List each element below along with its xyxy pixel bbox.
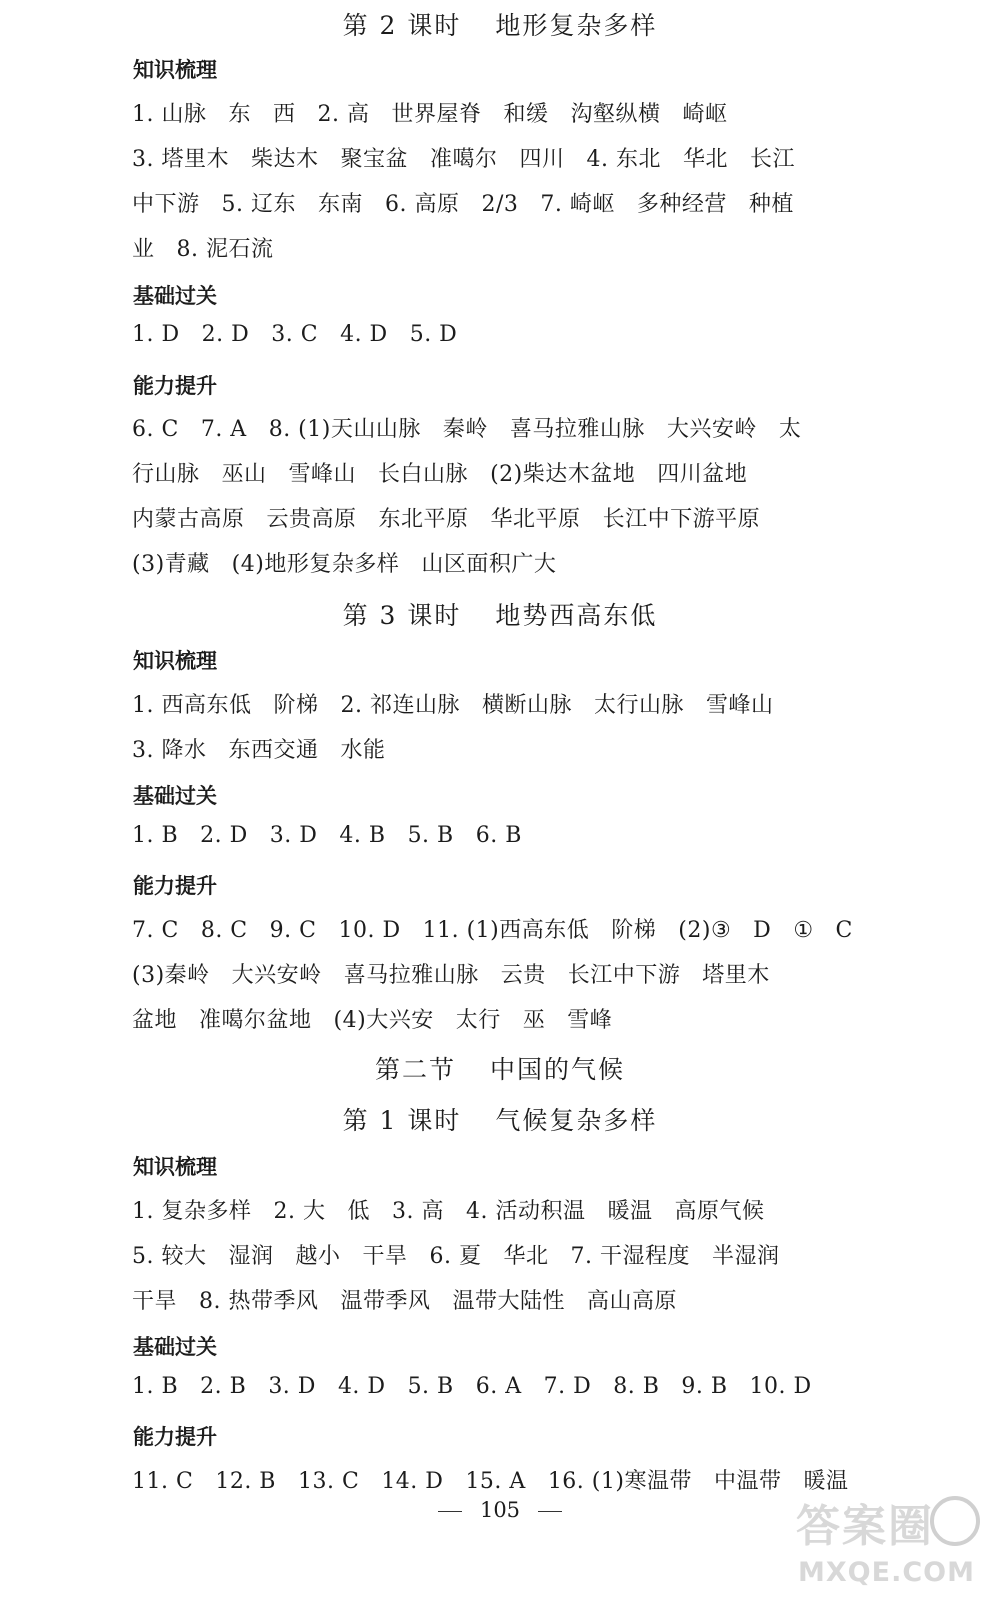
- answer-item: 8. B: [613, 1374, 660, 1399]
- answer-item: 华北: [683, 147, 729, 172]
- answer-item: 1. B: [132, 1374, 179, 1399]
- answer-item: 7. C: [132, 918, 179, 943]
- answer-item: 14. D: [381, 1469, 444, 1494]
- answer-item: 高原气候: [674, 1199, 765, 1224]
- lesson-title: [0, 6, 1000, 42]
- answer-item: 四川盆地: [657, 462, 748, 487]
- answer-item: 崎岖: [682, 102, 728, 127]
- answer-item: 世界屋脊: [391, 102, 482, 127]
- answer-item: 10. D: [749, 1374, 812, 1399]
- answer-item: 8. C: [200, 918, 248, 943]
- answer-line: [132, 412, 852, 443]
- answer-item: 长白山脉: [378, 462, 469, 487]
- watermark-badge-icon: [930, 1496, 980, 1546]
- answer-item: 2. 高: [317, 102, 370, 127]
- answer-item: (2)③: [678, 918, 732, 943]
- answer-item: 2. D: [201, 322, 250, 347]
- answer-item: 太: [778, 417, 802, 442]
- answer-item: 2. 祁连山脉: [340, 693, 460, 718]
- answer-item: 聚宝盆: [340, 147, 409, 172]
- answer-item: 9. C: [269, 918, 317, 943]
- answer-item: 横断山脉: [481, 693, 572, 718]
- answer-item: 3. D: [269, 823, 318, 848]
- answer-item: 3. D: [268, 1374, 316, 1399]
- answer-item: 雪峰山: [706, 693, 774, 718]
- answer-item: 中下游: [132, 192, 200, 217]
- answer-line: [132, 97, 852, 128]
- answer-item: 盆地: [132, 1008, 178, 1033]
- answer-item: 2. D: [200, 823, 248, 848]
- answer-item: 越小: [295, 1244, 341, 1269]
- lesson-number: 第 2 课时: [342, 11, 462, 40]
- answer-item: 巫山: [221, 462, 267, 487]
- answer-item: 东: [228, 102, 251, 127]
- answer-item: 16. (1)寒温带: [547, 1469, 692, 1494]
- answer-item: 6. B: [475, 823, 522, 848]
- answer-item: 5. B: [407, 823, 454, 848]
- answer-item: 塔里木: [702, 963, 770, 988]
- watermark-logo: [796, 1490, 986, 1590]
- answer-item: 准噶尔: [430, 147, 498, 172]
- answer-item: 7. D: [543, 1374, 592, 1399]
- answer-item: 长江中下游: [567, 963, 681, 988]
- answer-item: 5. 辽东: [221, 192, 296, 217]
- answer-item: 大兴安岭: [666, 417, 757, 442]
- answer-item: 4. D: [340, 322, 388, 347]
- heading-knowledge: 知识梳理: [133, 649, 217, 673]
- answer-item: 干旱: [362, 1244, 408, 1269]
- answer-item: 阶梯: [611, 918, 657, 943]
- answer-item: 暖温: [607, 1199, 653, 1224]
- answer-item: 准噶尔盆地: [199, 1008, 312, 1033]
- answer-item: 5. D: [409, 322, 458, 347]
- heading-knowledge: 知识梳理: [133, 1155, 217, 1179]
- section-title: [0, 1050, 1000, 1086]
- lesson-name: 地势西高东低: [495, 601, 658, 630]
- answer-item: 太行: [455, 1008, 501, 1033]
- answer-item: 柴达木: [250, 147, 319, 172]
- answer-line: [132, 322, 852, 347]
- answer-item: 山区面积广大: [421, 552, 557, 577]
- answer-item: 1. D: [132, 322, 180, 347]
- answer-item: 水能: [340, 738, 386, 763]
- answer-item: 6. 高原: [385, 192, 460, 217]
- answer-item: 11. (1)西高东低: [422, 918, 590, 943]
- answer-item: 种植: [748, 192, 794, 217]
- heading-knowledge: 知识梳理: [133, 58, 217, 82]
- answer-item: 3. 降水: [132, 738, 207, 763]
- answer-item: ①: [793, 918, 814, 943]
- answer-line: [132, 187, 852, 218]
- answer-item: 4. 活动积温: [465, 1199, 586, 1224]
- watermark-text: 答案圈: [796, 1501, 934, 1552]
- answer-item: 2. B: [200, 1374, 247, 1399]
- answer-item: 6. A: [475, 1374, 522, 1399]
- answer-line: [132, 958, 852, 989]
- answer-item: 9. B: [681, 1374, 728, 1399]
- answer-item: 8. 泥石流: [176, 237, 274, 262]
- answer-item: 温带季风: [340, 1289, 431, 1314]
- answer-item: (3)青藏: [132, 552, 210, 577]
- answer-item: 8. (1)天山山脉: [268, 417, 421, 442]
- answer-item: (4)地形复杂多样: [231, 552, 400, 577]
- answer-item: 业: [132, 237, 155, 262]
- answer-item: 10. D: [338, 918, 401, 943]
- heading-basic: 基础过关: [133, 284, 217, 308]
- answer-line: [132, 1374, 852, 1399]
- page-number-text: 105: [479, 1498, 521, 1522]
- answer-item: 7. A: [200, 417, 247, 442]
- answer-item: 8. 热带季风: [199, 1289, 319, 1314]
- answer-item: 长江中下游平原: [602, 507, 761, 532]
- answer-item: 西: [273, 102, 296, 127]
- answer-item: 6. C: [132, 417, 179, 442]
- answer-item: 6. 夏: [429, 1244, 482, 1269]
- answer-item: 和缓: [503, 102, 549, 127]
- answer-item: 2/3: [481, 192, 519, 217]
- lesson-name: 气候复杂多样: [495, 1106, 658, 1135]
- answer-item: 华北: [503, 1244, 549, 1269]
- answer-item: 东北平原: [378, 507, 469, 532]
- answer-item: 5. 较大: [132, 1244, 207, 1269]
- answer-item: 云贵: [500, 963, 546, 988]
- section-name: 中国的气候: [490, 1055, 626, 1084]
- answer-item: 湿润: [228, 1244, 274, 1269]
- answer-item: 低: [347, 1199, 370, 1224]
- heading-ability: 能力提升: [133, 374, 217, 398]
- answer-item: 3. 塔里木: [132, 147, 229, 172]
- answer-item: 12. B: [215, 1469, 276, 1494]
- answer-item: 东南: [318, 192, 364, 217]
- answer-line: [132, 1464, 852, 1495]
- answer-item: 1. 西高东低: [132, 693, 252, 718]
- answer-item: 7. 崎岖: [540, 192, 615, 217]
- answer-item: 巫: [522, 1008, 546, 1033]
- answer-item: 13. C: [297, 1469, 360, 1494]
- answer-item: 4. B: [339, 823, 386, 848]
- lesson-title: [0, 596, 1000, 632]
- answer-line: [132, 232, 852, 263]
- answer-item: 半湿润: [712, 1244, 780, 1269]
- answer-line: [132, 1284, 852, 1315]
- heading-basic: 基础过关: [133, 1335, 217, 1359]
- answer-line: [132, 823, 852, 848]
- answer-item: 11. C: [132, 1469, 194, 1494]
- heading-ability: 能力提升: [133, 1425, 217, 1449]
- answer-item: (4)大兴安: [333, 1008, 434, 1033]
- answer-item: 长江: [750, 147, 796, 172]
- answer-item: 四川: [519, 147, 565, 172]
- answer-item: 行山脉: [132, 462, 200, 487]
- lesson-title: [0, 1101, 1000, 1137]
- answer-item: 多种经营: [636, 192, 727, 217]
- answer-item: 阶梯: [273, 693, 319, 718]
- answer-item: 华北平原: [490, 507, 581, 532]
- lesson-number: 第 1 课时: [342, 1106, 462, 1135]
- answer-item: 大兴安岭: [231, 963, 322, 988]
- lesson-number: 第 3 课时: [342, 601, 462, 630]
- answer-item: (3)秦岭: [132, 963, 210, 988]
- answer-item: 东西交通: [228, 738, 319, 763]
- answer-item: 7. 干湿程度: [570, 1244, 691, 1269]
- watermark-url: MXQE.COM: [798, 1557, 975, 1588]
- answer-item: 15. A: [465, 1469, 526, 1494]
- section-number: 第二节: [374, 1055, 456, 1084]
- answer-item: 干旱: [132, 1289, 178, 1314]
- answer-item: C: [835, 918, 853, 943]
- heading-basic: 基础过关: [133, 784, 217, 808]
- answer-line: [132, 913, 852, 944]
- answer-line: [132, 1194, 852, 1225]
- answer-item: 太行山脉: [594, 693, 685, 718]
- answer-item: 喜马拉雅山脉: [509, 417, 645, 442]
- answer-item: 高山高原: [587, 1289, 678, 1314]
- lesson-name: 地形复杂多样: [495, 11, 658, 40]
- answer-item: 秦岭: [442, 417, 488, 442]
- answer-item: D: [753, 918, 772, 943]
- answer-item: (2)柴达木盆地: [490, 462, 636, 487]
- answer-line: [132, 502, 852, 533]
- answer-line: [132, 733, 852, 764]
- answer-item: 暖温: [803, 1469, 849, 1494]
- answer-item: 4. D: [337, 1374, 386, 1399]
- answer-item: 中温带: [713, 1469, 782, 1494]
- answer-item: 4. 东北: [586, 147, 662, 172]
- answer-line: [132, 1239, 852, 1270]
- answer-item: 沟壑纵横: [570, 102, 661, 127]
- answer-line: [132, 547, 852, 578]
- answer-item: 雪峰山: [288, 462, 357, 487]
- answer-line: [132, 457, 852, 488]
- answer-item: 3. C: [271, 322, 319, 347]
- answer-line: [132, 688, 852, 719]
- answer-item: 1. B: [132, 823, 179, 848]
- answer-item: 云贵高原: [266, 507, 357, 532]
- answer-item: 喜马拉雅山脉: [343, 963, 479, 988]
- answer-item: 内蒙古高原: [132, 507, 245, 532]
- answer-item: 5. B: [407, 1374, 454, 1399]
- answer-item: 雪峰: [567, 1008, 613, 1033]
- answer-item: 2. 大: [273, 1199, 326, 1224]
- answer-item: 温带大陆性: [452, 1289, 566, 1314]
- answer-line: [132, 142, 852, 173]
- answer-item: 1. 复杂多样: [132, 1199, 252, 1224]
- answer-item: 3. 高: [391, 1199, 444, 1224]
- answer-item: 1. 山脉: [132, 102, 207, 127]
- answer-line: [132, 1003, 852, 1034]
- heading-ability: 能力提升: [133, 874, 217, 898]
